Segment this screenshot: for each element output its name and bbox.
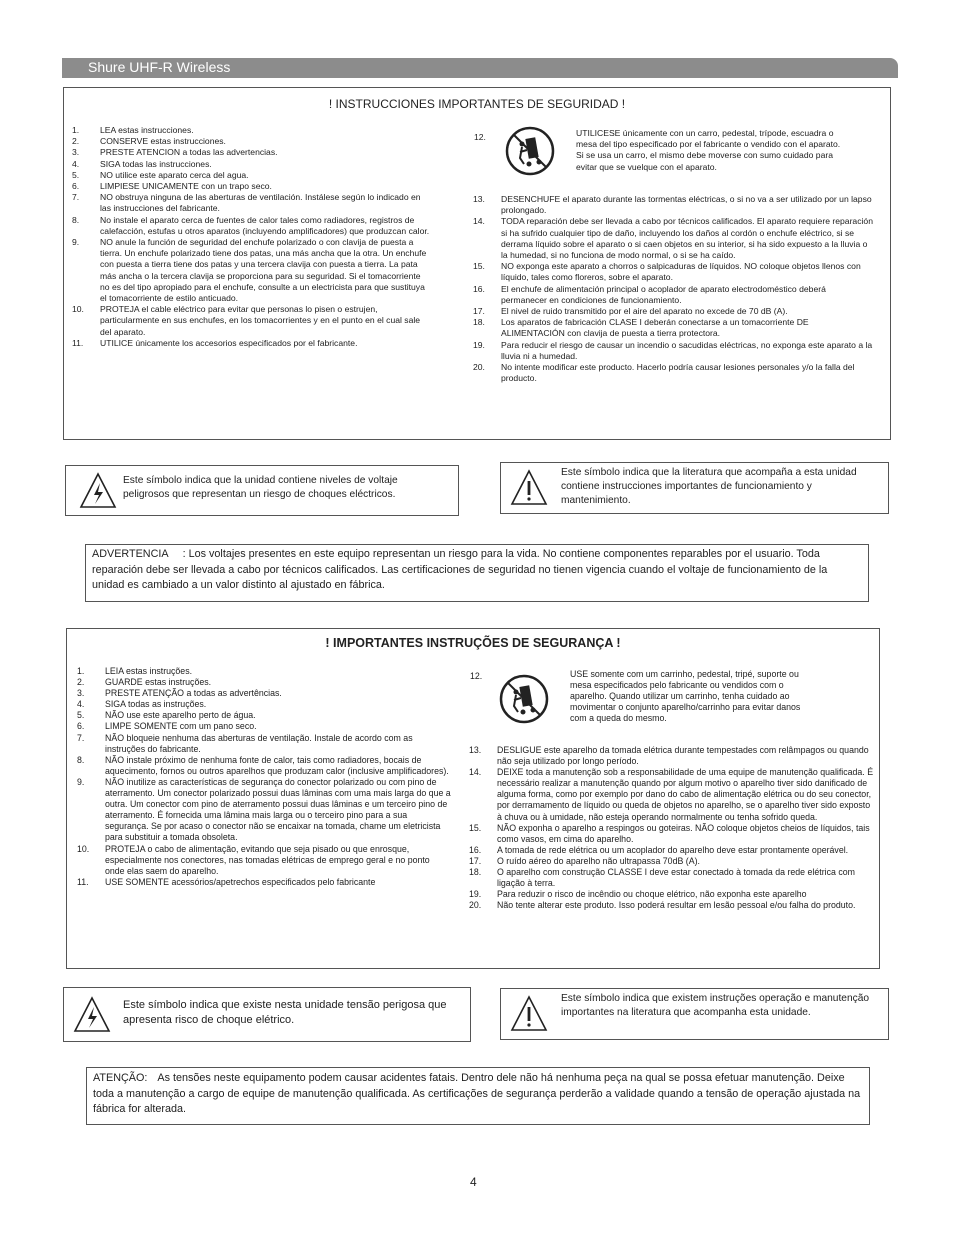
list-item-text: El nivel de ruido transmitido por el aire del aparato no excede de 70 dB (A).	[501, 306, 788, 317]
list-item	[77, 666, 451, 677]
list-item	[77, 733, 451, 755]
list-item-number: 1.	[72, 125, 80, 135]
list-item-number: 14.	[473, 216, 485, 227]
list-item-text: NÃO use este aparelho perto de água.	[105, 710, 256, 721]
pt-warning-text: As tensões neste equipamento podem causar acidentes fatais. Dentro dele não há nenhuma peça na qual se possa efetuar manutenção. Deixe toda a manutenção a cargo de equipe de manutenção qualificada. As certificações de segurança perderão a validade quando a tensão de operação ajustada na fábrica for alterada.	[93, 1072, 861, 1115]
list-item-number: 5.	[77, 710, 85, 721]
list-item-number: 11.	[72, 337, 84, 348]
list-item-text: NO obstruya ninguna de las aberturas de ventilación. Instálese según lo indicado en las instrucciones del fabricante.	[100, 192, 421, 214]
list-item-text: LIMPIESE UNICAMENTE con un trapo seco.	[100, 181, 272, 192]
list-item	[473, 261, 873, 283]
list-item	[72, 304, 432, 338]
list-item-text: CONSERVE estas instrucciones.	[100, 136, 226, 147]
page-number: 4	[470, 1175, 477, 1189]
es-voltage-symbol-text: Este símbolo indica que la unidad contiene niveles de voltaje peligrosos que representan un riesgo de choques eléctricos.	[123, 475, 398, 500]
pt-item12-number: 12.	[470, 671, 483, 681]
list-item	[72, 147, 432, 158]
list-item-number: 6.	[72, 181, 80, 192]
list-item-number: 2.	[77, 677, 85, 688]
list-item-number: 2.	[72, 136, 80, 147]
list-item-text: LEIA estas instruções.	[105, 666, 193, 676]
list-item-text: LEA estas instrucciones.	[100, 125, 194, 135]
pt-item12-text: USE somente com um carrinho, pedestal, tripé, suporte ou mesa especificados pelo fabricante ou vendidos com o aparelho. Quando utilizar um carrinho, tenha cuidado ao movimentar o conjunto aparelho/carrinho para evitar danos com a queda do mesmo.	[570, 669, 801, 724]
list-item-text: SIGA todas as instruções.	[105, 699, 207, 710]
list-item	[72, 159, 432, 170]
list-item	[72, 136, 432, 147]
es-warning-label: ADVERTENCIA	[92, 548, 169, 560]
list-item-text: USE SOMENTE acessórios/apetrechos especificados pelo fabricante	[105, 876, 376, 887]
list-item	[77, 844, 451, 877]
list-item-number: 18.	[469, 867, 482, 878]
list-item	[72, 338, 432, 349]
list-item	[77, 721, 451, 732]
list-item	[473, 340, 873, 362]
es-warning	[92, 547, 862, 594]
es-section-title: ! INSTRUCCIONES IMPORTANTES DE SEGURIDAD !	[328, 97, 626, 111]
pt-voltage-symbol-box	[63, 987, 471, 1042]
list-item	[469, 745, 874, 767]
list-item	[77, 699, 451, 710]
list-item-number: 8.	[72, 214, 80, 225]
list-item	[72, 215, 432, 237]
list-item-text: A tomada de rede elétrica ou um acoplador do aparelho deve estar prontamente operável.	[497, 844, 849, 855]
list-item	[469, 767, 874, 822]
pt-left-list	[77, 666, 451, 888]
list-item	[473, 216, 873, 261]
list-item-text: LIMPE SOMENTE com um pano seco.	[105, 721, 257, 732]
header-bar	[62, 58, 898, 78]
list-item-text: DEIXE toda a manutenção sob a responsabilidade de uma equipe de manutenção qualificada. É necessário realizar a manutenção quando por algum motivo o aparelho tiver sido danificado de alguma forma, como por exemplo por dano do cabo de alimentação elétrica ou do seu conector, por derramamento de líquido ou queda de objetos no aparelho, se o aparelho tiver sido exposto à chuva ou à umidade, não esteja operando normalmente ou tenha sofrido queda.	[497, 767, 874, 822]
es-right-list	[473, 194, 873, 384]
header-title: Shure UHF-R Wireless	[88, 59, 231, 75]
list-item-number: 13.	[469, 745, 482, 755]
cart-warning-icon	[499, 674, 549, 724]
list-item-number: 3.	[77, 688, 85, 699]
list-item-text: NÃO inutilize as características de segurança do conector polarizado ou com pino de aterramento. Um conector polarizado possui duas lâminas com uma mais larga do que a outra. Um conector com pino de aterramento possui duas lâminas e um terceiro pino de aterramento. É fornecida uma lâmina mais larga ou o terceiro pino para a sua segurança. Se por acaso o conector não se encaixar na tomada, chame um eletricista para substituir a tomada obsoleta.	[105, 776, 451, 843]
es-left-list	[72, 125, 432, 349]
lightning-triangle-icon	[78, 471, 118, 511]
list-item-number: 19.	[473, 339, 485, 350]
list-item-text: NO utilice este aparato cerca del agua.	[100, 169, 249, 180]
list-item-number: 5.	[72, 169, 80, 180]
list-item-text: Los aparatos de fabricación CLASE I deberán conectarse a un tomacorriente DE ALIMENTACIÓN con clavija de puesta a tierra protectora.	[501, 317, 809, 339]
list-item-number: 9.	[77, 776, 85, 787]
list-item-number: 20.	[469, 900, 482, 911]
list-item-number: 17.	[473, 306, 485, 317]
pt-right-list	[469, 745, 874, 911]
list-item-text: O aparelho com construção CLASSE I deve estar conectado à tomada da rede elétrica com ligação à terra.	[497, 867, 855, 889]
es-literature-symbol-box	[500, 462, 889, 514]
es-warning-text: : Los voltajes presentes en este equipo representan un riesgo para la vida. No contiene componentes reparables por el usuario. Toda reparación debe ser llevada a cabo por técnicos calificados. Las certificaciones de seguridad no tienen vigencia cuando el voltaje de funcionamiento de la unidad es cambiado a un valor distinto al ajustado en fábrica.	[92, 548, 828, 591]
es-literature-symbol-text: Este símbolo indica que la literatura que acompaña a esta unidad contiene instrucciones importantes de funcionamiento y mantenimiento.	[561, 467, 857, 506]
cart-warning-icon	[505, 126, 555, 176]
es-warning-box	[85, 544, 869, 602]
list-item-number: 10.	[72, 304, 84, 315]
list-item	[469, 845, 874, 856]
pt-warning-box	[86, 1067, 870, 1125]
list-item-number: 7.	[77, 732, 85, 743]
list-item-number: 16.	[469, 844, 482, 855]
list-item	[469, 900, 874, 911]
list-item-text: PROTEJA el cable eléctrico para evitar que personas lo pisen o estrujen, particularmente en sus enchufes, en los tomacorrientes y en el punto en el cual sale del aparato.	[100, 304, 421, 337]
list-item	[469, 889, 874, 900]
list-item	[77, 710, 451, 721]
list-item-text: No intente modificar este producto. Hacerlo podría causar lesiones personales y/o la falla del producto.	[501, 362, 855, 384]
list-item-number: 8.	[77, 754, 85, 765]
list-item-text: Para reduzir o risco de incêndio ou choque elétrico, não exponha este aparelho	[497, 889, 807, 900]
es-voltage-symbol-box	[65, 465, 459, 516]
list-item-text: NO anule la función de seguridad del enchufe polarizado o con clavija de puesta a tierra. Un enchufe polarizado tiene dos patas, una más ancha que la otra. Un enchufe con puesta a tierra tiene dos patas y una tercera clavija con puesta a tierra. La pata más ancha o la tercera clavija se proporciona para su seguridad. Si el tomacorriente no es del tipo apropiado para el enchufe, consulte a un electricista para que sustituya el tomacorriente de estilo anticuado.	[100, 237, 427, 304]
list-item-number: 17.	[469, 855, 482, 866]
list-item	[473, 194, 873, 216]
list-item-number: 20.	[473, 362, 485, 373]
list-item	[77, 688, 451, 699]
list-item-number: 1.	[77, 666, 85, 676]
list-item-text: El enchufe de alimentación principal o acoplador de aparato electrodoméstico deberá permanecer en condiciones de funcionamiento.	[501, 283, 826, 305]
pt-literature-symbol-text: Este símbolo indica que existem instruções operação e manutenção importantes na literatura que acompanha esta unidade.	[561, 993, 870, 1018]
list-item-text: NÃO exponha o aparelho a respingos ou goteiras. NÃO coloque objetos cheios de líquidos, tais como vasos, em cima do aparelho.	[497, 822, 870, 844]
list-item-text: SIGA todas las instrucciones.	[100, 158, 212, 169]
es-item12-text: UTILICESE únicamente con un carro, pedestal, trípode, escuadra o mesa del tipo especificado por el fabricante o vendido con el aparato. Si se usa un carro, el mismo debe moverse con sumo cuidado para evitar que se vuelque con el aparato.	[576, 128, 841, 172]
exclamation-triangle-icon	[509, 468, 549, 508]
list-item-text: NÃO bloqueie nenhuma das aberturas de ventilação. Instale de acordo com as instruções do fabricante.	[105, 732, 413, 754]
list-item	[473, 362, 873, 384]
pt-safety-box	[66, 628, 880, 969]
list-item-number: 4.	[77, 699, 85, 710]
list-item-number: 11.	[77, 876, 89, 887]
list-item-number: 14.	[469, 767, 482, 778]
list-item-number: 3.	[72, 147, 80, 158]
list-item-text: DESLIGUE este aparelho da tomada elétrica durante tempestades com relâmpagos ou quando não seja utilizado por longo período.	[497, 745, 869, 767]
pt-warning	[93, 1071, 863, 1118]
list-item-number: 13.	[473, 194, 485, 204]
list-item-number: 15.	[469, 822, 482, 833]
list-item	[72, 125, 432, 136]
list-item	[469, 823, 874, 845]
list-item-text: TODA reparación debe ser llevada a cabo por técnicos calificados. El aparato requiere reparación si ha sufrido cualquier tipo de daño, incluyendo los daños al cordón o enchufe eléctrico, si se derrama líquido sobre el aparato o si caen objetos en su interior, si ha sido expuesto a la lluvia o la humedad, si no funciona de modo normal, o si se ha caído.	[501, 216, 873, 261]
list-item-text: NO exponga este aparato a chorros o salpicaduras de líquidos. NO coloque objetos llenos con líquido, tales como floreros, sobre el aparato.	[501, 261, 861, 283]
es-item12-number: 12.	[474, 132, 486, 142]
list-item	[473, 306, 873, 317]
list-item-text: UTILICE únicamente los accesorios especificados por el fabricante.	[100, 337, 358, 348]
list-item-number: 19.	[469, 889, 482, 900]
list-item-number: 7.	[72, 192, 80, 203]
pt-voltage-symbol-text: Este símbolo indica que existe nesta unidade tensão perigosa que apresenta risco de choque elétrico.	[123, 999, 447, 1026]
list-item	[72, 237, 432, 304]
list-item	[469, 867, 874, 889]
list-item	[72, 181, 432, 192]
list-item	[72, 192, 432, 214]
list-item-number: 4.	[72, 158, 80, 169]
list-item-number: 18.	[473, 317, 485, 328]
pt-literature-symbol-box	[500, 988, 889, 1040]
list-item-number: 6.	[77, 721, 85, 732]
list-item-text: Não tente alterar este produto. Isso poderá resultar em lesão pessoal e/ou falha do produto.	[497, 900, 856, 911]
list-item	[469, 856, 874, 867]
list-item-text: PRESTE ATENÇÃO a todas as advertências.	[105, 688, 282, 699]
list-item-text: O ruído aéreo do aparelho não ultrapassa 70dB (A).	[497, 855, 700, 866]
list-item-number: 9.	[72, 237, 80, 248]
list-item	[473, 317, 873, 339]
es-safety-box	[63, 87, 891, 440]
lightning-triangle-icon	[72, 995, 112, 1035]
list-item-text: GUARDE estas instruções.	[105, 677, 212, 688]
list-item	[72, 170, 432, 181]
list-item-text: PRESTE ATENCION a todas las advertencias.	[100, 147, 278, 158]
list-item	[77, 755, 451, 777]
pt-section-title: ! IMPORTANTES INSTRUÇÕES DE SEGURANÇA !	[325, 636, 621, 650]
list-item-number: 15.	[473, 261, 485, 272]
list-item	[77, 677, 451, 688]
list-item-text: Para reducir el riesgo de causar un incendio o sacudidas eléctricas, no exponga este aparato a la lluvia ni a humedad.	[501, 339, 873, 361]
list-item-number: 10.	[77, 843, 90, 854]
list-item	[473, 284, 873, 306]
list-item	[77, 777, 451, 844]
pt-warning-label: ATENÇÃO:	[93, 1072, 148, 1084]
list-item-text: DESENCHUFE el aparato durante las tormentas eléctricas, o si no va a ser utilizado por un lapso prolongado.	[501, 194, 872, 216]
list-item-number: 16.	[473, 283, 485, 294]
exclamation-triangle-icon	[509, 994, 549, 1034]
list-item	[77, 877, 451, 888]
list-item-text: PROTEJA o cabo de alimentação, evitando que seja pisado ou que enrosque, especialmente nos conectores, nas tomadas elétricas de emprego geral e no ponto onde elas saem do aparelho.	[105, 843, 430, 876]
list-item-text: No instale el aparato cerca de fuentes de calor tales como radiadores, registros de calefacción, estufas u otros aparatos (incluyendo amplificadores) que produzcan calor.	[100, 214, 430, 236]
list-item-text: NÃO instale próximo de nenhuma fonte de calor, tais como radiadores, bocais de aquecimento, fornos ou outros aparelhos que produzam calor (inclusive amplificadores).	[105, 754, 449, 776]
